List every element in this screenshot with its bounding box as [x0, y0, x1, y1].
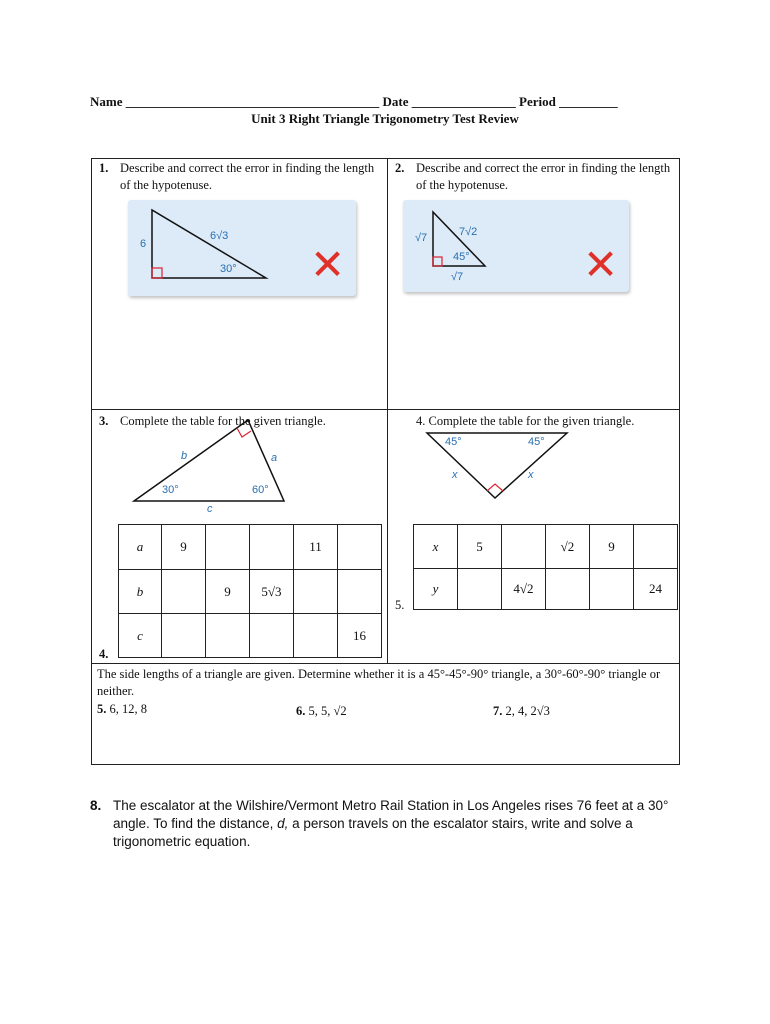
- table-cell[interactable]: [458, 569, 502, 610]
- period-field[interactable]: Period _________: [519, 94, 618, 109]
- q1-side-label: 6: [140, 238, 147, 250]
- table-cell[interactable]: [338, 525, 382, 570]
- q4-angle-right-label: 45°: [528, 436, 545, 448]
- q3-row-label: c: [119, 614, 162, 658]
- table-cell[interactable]: [162, 614, 206, 658]
- q8-number: 8.: [90, 798, 102, 813]
- q2-side-label: √7: [415, 232, 428, 244]
- q1-text: Describe and correct the error in finding the length of the hypotenuse.: [120, 161, 375, 192]
- q3-table: [118, 524, 382, 658]
- grid-left: [91, 158, 92, 765]
- table-cell[interactable]: 16: [338, 614, 382, 658]
- q2-angle-label: 45°: [453, 251, 470, 263]
- q3-triangle: [128, 412, 298, 522]
- table-cell[interactable]: [634, 525, 678, 569]
- table-cell[interactable]: 5√3: [250, 570, 294, 614]
- q1-hyp-label: 6√3: [210, 230, 229, 242]
- q5-values: 6, 12, 8: [109, 702, 147, 716]
- grid-bottom: [91, 764, 680, 765]
- header-line: [90, 94, 618, 110]
- table-cell[interactable]: 5: [458, 525, 502, 569]
- q5-number: 5.: [97, 702, 107, 716]
- q2-figure-panel: [403, 200, 629, 292]
- grid-top: [91, 158, 680, 159]
- table-cell[interactable]: [502, 525, 546, 569]
- q4-x-left-label: x: [452, 469, 458, 481]
- table-row: [119, 570, 382, 614]
- table-cell[interactable]: 11: [294, 525, 338, 570]
- table-cell[interactable]: 24: [634, 569, 678, 610]
- q8-text: [113, 797, 688, 851]
- grid-right: [679, 158, 680, 765]
- q7-number: 7.: [493, 704, 503, 718]
- q1-error-x-icon: ✕: [310, 240, 346, 289]
- q4-x-right-label: x: [528, 469, 534, 481]
- table-cell[interactable]: [590, 569, 634, 610]
- table-row: [119, 525, 382, 570]
- question-1: [99, 160, 379, 192]
- table-row: [119, 614, 382, 658]
- q1-number: 1.: [99, 161, 109, 175]
- q8-text-part-a: The escalator at the Wilshire/Vermont Metro Rail Station in Los Angeles rises 76 feet at a 30° angle. To find the distance,: [113, 798, 669, 831]
- grid-row1: [91, 409, 680, 410]
- q3-a-label: a: [271, 452, 278, 464]
- name-field[interactable]: Name _______________________________________: [90, 94, 380, 109]
- grid-mid: [387, 158, 388, 663]
- q2-number: 2.: [395, 161, 405, 175]
- q2-hyp-label: 7√2: [459, 226, 478, 238]
- table-cell[interactable]: [546, 569, 590, 610]
- q8-variable-d: d,: [277, 816, 289, 831]
- q3-angle-right-label: 60°: [252, 484, 269, 496]
- table-row: [414, 525, 678, 569]
- q8-text-part-b: a person travels on the escalator stairs, write and solve a trigonometric equation.: [113, 816, 633, 849]
- table-cell[interactable]: [206, 614, 250, 658]
- q2-error-x-icon: ✕: [583, 240, 619, 289]
- q4-angle-left-label: 45°: [445, 436, 462, 448]
- question-7: [493, 703, 550, 720]
- q4-table: [413, 524, 678, 610]
- table-cell[interactable]: [338, 570, 382, 614]
- q1-angle-label: 30°: [220, 263, 237, 275]
- q2-text: Describe and correct the error in finding the length of the hypotenuse.: [416, 161, 671, 192]
- question-4: [416, 413, 634, 430]
- question-5: [97, 701, 147, 718]
- q5to7-intro: The side lengths of a triangle are given. Determine whether it is a 45°-45°-90° triangle, a 30°-60°-90° triangle or neither.: [97, 667, 661, 698]
- q4-text: Complete the table for the given triangle.: [428, 414, 635, 428]
- table-row: [414, 569, 678, 610]
- q3-text: Complete the table for the given triangle.: [120, 414, 326, 428]
- q7-values: 2, 4, 2√3: [505, 704, 550, 718]
- table-cell[interactable]: [250, 614, 294, 658]
- page-title: Unit 3 Right Triangle Trigonometry Test Review: [251, 111, 519, 126]
- q6-values: 5, 5, √2: [308, 704, 347, 718]
- q3-row-label: b: [119, 570, 162, 614]
- q3-c-label: c: [207, 503, 213, 515]
- q4-row-label: y: [414, 569, 458, 610]
- q3-footer-number: 4.: [99, 647, 109, 661]
- q1-figure-panel: [128, 200, 356, 296]
- q4-number: 4.: [416, 414, 426, 428]
- table-cell[interactable]: [294, 570, 338, 614]
- q3-b-label: b: [181, 450, 188, 462]
- table-cell[interactable]: [162, 570, 206, 614]
- q3-row-label: a: [119, 525, 162, 570]
- q4-footer-number: 5.: [395, 598, 405, 612]
- q2-bottom-label: √7: [451, 271, 464, 283]
- table-cell[interactable]: 4√2: [502, 569, 546, 610]
- table-cell[interactable]: [294, 614, 338, 658]
- table-cell[interactable]: [250, 525, 294, 570]
- date-field[interactable]: Date ________________: [382, 94, 516, 109]
- table-cell[interactable]: 9: [162, 525, 206, 570]
- grid-row2: [91, 663, 680, 664]
- table-cell[interactable]: √2: [546, 525, 590, 569]
- q3-angle-left-label: 30°: [162, 484, 179, 496]
- table-cell[interactable]: 9: [206, 570, 250, 614]
- question-6: [296, 703, 347, 720]
- q6-number: 6.: [296, 704, 306, 718]
- question-2: [395, 160, 675, 192]
- q4-row-label: x: [414, 525, 458, 569]
- table-cell[interactable]: [206, 525, 250, 570]
- table-cell[interactable]: 9: [590, 525, 634, 569]
- q3-number: 3.: [99, 414, 109, 428]
